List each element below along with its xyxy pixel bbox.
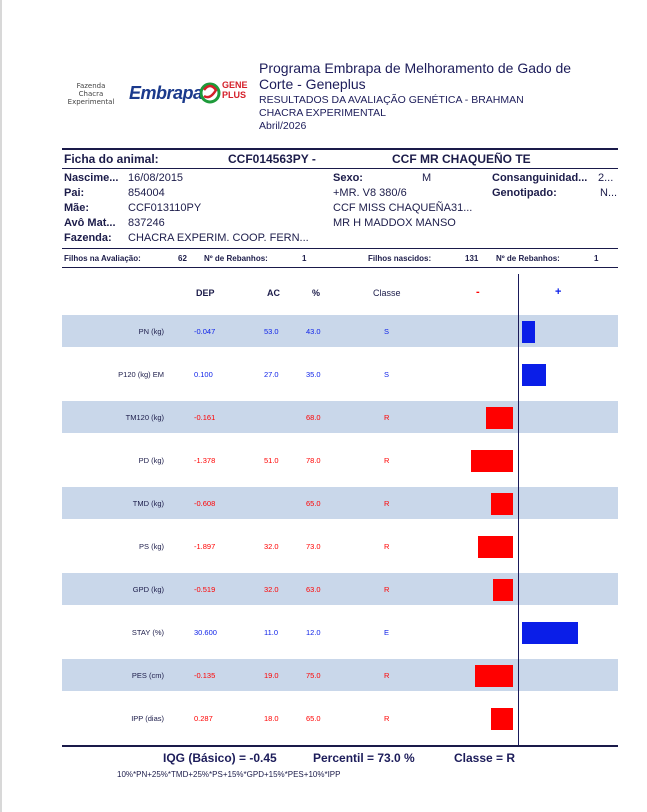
positive-bar <box>522 321 535 343</box>
pct-value: 65.0 <box>306 499 321 508</box>
avo-label: Avô Mat... <box>64 217 116 229</box>
ac-value: 53.0 <box>264 327 279 336</box>
trait-label: TM120 (kg) <box>125 413 164 422</box>
fazenda-value: CHACRA EXPERIM. COOP. FERN... <box>128 232 309 244</box>
table-row <box>62 358 618 390</box>
dep-value: 0.100 <box>194 370 213 379</box>
col-ac: AC <box>267 288 280 298</box>
table-row <box>62 530 618 562</box>
filhos-aval-value: 62 <box>178 254 187 263</box>
rebanhos1-label: Nº de Rebanhos: <box>204 254 268 263</box>
avo-name: MR H MADDOX MANSO <box>333 217 456 229</box>
table-row <box>62 573 618 605</box>
animal-name: CCF MR CHAQUEÑO TE <box>392 152 531 166</box>
trait-label: PD (kg) <box>138 456 164 465</box>
negative-bar <box>471 450 513 472</box>
trait-label: TMD (kg) <box>132 499 164 508</box>
fazenda-logo: Fazenda Chacra Experimental <box>67 82 115 106</box>
negative-bar <box>486 407 513 429</box>
trait-label: GPD (kg) <box>132 585 164 594</box>
bottom-rule <box>62 745 618 747</box>
filhos-aval-label: Filhos na Avaliação: <box>64 254 141 263</box>
pct-value: 63.0 <box>306 585 321 594</box>
dep-value: 0.287 <box>194 714 213 723</box>
col-pct: % <box>312 288 321 298</box>
trait-label: IPP (dias) <box>131 714 164 723</box>
classe-value: R <box>384 542 390 551</box>
filhos-nasc-value: 131 <box>465 254 479 263</box>
dep-value: -1.378 <box>194 456 216 465</box>
trait-label: PN (kg) <box>138 327 164 336</box>
dep-value: -0.519 <box>194 585 216 594</box>
geneplus-wordmark: GENE PLUS <box>222 80 248 100</box>
positive-bar <box>522 622 578 644</box>
dep-value: -0.608 <box>194 499 216 508</box>
col-classe: Classe <box>373 288 401 298</box>
trait-label: P120 (kg) EM <box>118 370 164 379</box>
rebanhos2-label: Nº de Rebanhos: <box>496 254 560 263</box>
ficha-label: Ficha do animal: <box>64 152 159 166</box>
col-dep: DEP <box>196 288 215 298</box>
trait-label: PS (kg) <box>138 542 164 551</box>
ac-value: 11.0 <box>264 628 279 637</box>
table-row <box>62 487 618 519</box>
table-row <box>62 659 618 691</box>
fazenda-label: Fazenda: <box>64 232 112 244</box>
report-subtitle: RESULTADOS DA AVALIAÇÃO GENÉTICA - BRAHMAN <box>259 94 524 106</box>
ac-value: 27.0 <box>264 370 279 379</box>
genotipado-label: Genotipado: <box>492 187 557 199</box>
classe-value: Classe = R <box>454 751 516 765</box>
classe-value: S <box>384 370 390 379</box>
table-row <box>62 702 618 734</box>
sexo-label: Sexo: <box>333 172 363 184</box>
negative-bar <box>478 536 513 558</box>
dep-value: -0.135 <box>194 671 216 680</box>
top-rule <box>62 148 618 150</box>
table-row <box>62 616 618 648</box>
percentil-value: Percentil = 73.0 % <box>313 751 415 765</box>
page-edge <box>0 0 2 812</box>
negative-bar <box>475 665 513 687</box>
ac-value: 32.0 <box>264 542 279 551</box>
positive-bar <box>522 364 546 386</box>
table-row <box>62 315 618 347</box>
ac-value: 19.0 <box>264 671 279 680</box>
negative-bar <box>493 579 513 601</box>
classe-value: S <box>384 327 390 336</box>
zero-axis <box>518 274 519 746</box>
ficha-rule <box>62 168 618 169</box>
sexo-value: M <box>422 172 432 184</box>
classe-value: R <box>384 413 390 422</box>
pct-value: 73.0 <box>306 542 321 551</box>
dep-value: 30.600 <box>194 628 217 637</box>
nascimento-label: Nascime... <box>64 172 119 184</box>
avo-value: 837246 <box>128 217 165 229</box>
pct-value: 12.0 <box>306 628 321 637</box>
pct-value: 65.0 <box>306 714 321 723</box>
pct-value: 43.0 <box>306 327 321 336</box>
mae-label: Mãe: <box>64 202 90 214</box>
filhos-nasc-label: Filhos nascidos: <box>368 254 432 263</box>
program-title: Programa Embrapa de Melhoramento de Gado de Corte - Geneplus <box>259 60 572 92</box>
trait-label: STAY (%) <box>131 628 164 637</box>
pct-value: 35.0 <box>306 370 321 379</box>
classe-value: R <box>384 714 390 723</box>
col-plus: + <box>555 286 562 298</box>
ac-value: 18.0 <box>264 714 279 723</box>
iqg-formula: 10%*PN+25%*TMD+25%*PS+15%*GPD+15%*PES+10%*IPP <box>117 770 341 779</box>
negative-bar <box>491 708 513 730</box>
pct-value: 68.0 <box>306 413 321 422</box>
classe-value: R <box>384 456 390 465</box>
ac-value: 32.0 <box>264 585 279 594</box>
dep-value: -0.047 <box>194 327 216 336</box>
table-row <box>62 401 618 433</box>
pai-name: +MR. V8 380/6 <box>333 187 407 199</box>
animal-code: CCF014563PY - <box>228 152 316 166</box>
col-minus: - <box>476 286 480 298</box>
classe-value: E <box>384 628 390 637</box>
mae-value: CCF013110PY <box>128 202 202 214</box>
pai-value: 854004 <box>128 187 165 199</box>
iqg-value: IQG (Básico) = -0.45 <box>163 751 277 765</box>
rebanhos1-value: 1 <box>302 254 307 263</box>
mae-name: CCF MISS CHAQUEÑA31... <box>333 202 473 214</box>
ac-value: 51.0 <box>264 456 279 465</box>
embrapa-logo: Embrapa <box>129 83 203 103</box>
trait-label: PES (cm) <box>131 671 164 680</box>
genotipado-value: N... <box>600 187 618 199</box>
classe-value: R <box>384 499 390 508</box>
pct-value: 78.0 <box>306 456 321 465</box>
consang-label: Consanguinidad... <box>492 172 588 184</box>
pai-label: Pai: <box>64 187 85 199</box>
rebanhos2-value: 1 <box>594 254 599 263</box>
nascimento-value: 16/08/2015 <box>128 172 184 184</box>
classe-value: R <box>384 671 390 680</box>
report-date: Abril/2026 <box>259 120 307 132</box>
consang-value: 2... <box>598 172 614 184</box>
classe-value: R <box>384 585 390 594</box>
report-farm: CHACRA EXPERIMENTAL <box>259 107 386 119</box>
pct-value: 75.0 <box>306 671 321 680</box>
dep-value: -0.161 <box>194 413 216 422</box>
table-row <box>62 444 618 476</box>
counts-rule <box>62 267 618 268</box>
negative-bar <box>491 493 513 515</box>
info-rule <box>62 248 618 249</box>
dep-value: -1.897 <box>194 542 216 551</box>
